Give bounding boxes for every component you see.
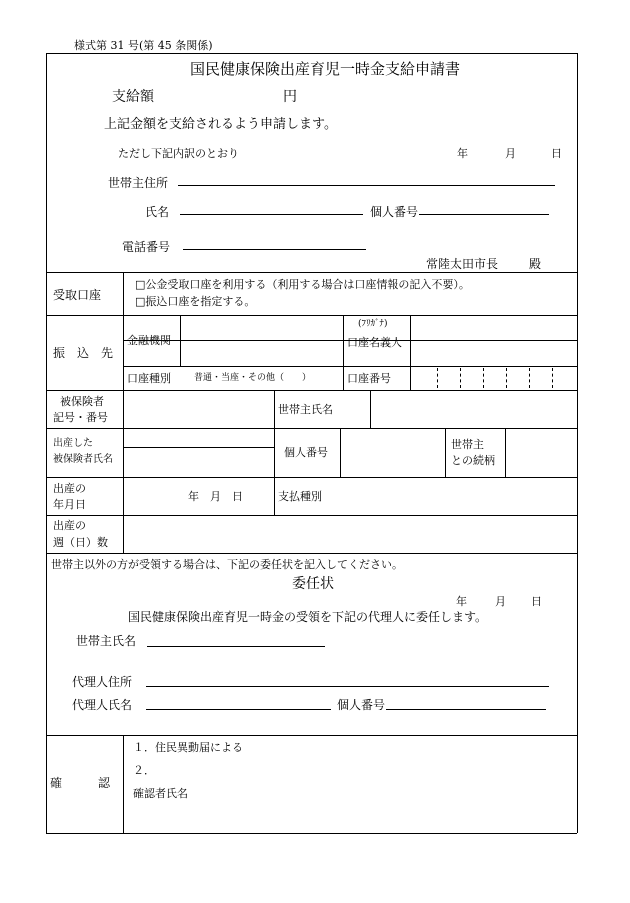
name-label: 氏名 — [145, 205, 170, 219]
agent-name-label: 代理人氏名 — [72, 698, 133, 712]
breakdown-text: ただし下記内訳のとおり — [118, 147, 239, 160]
weeks-label-line1: 出産の — [53, 519, 86, 532]
agent-name-field[interactable] — [146, 709, 331, 710]
agent-address-label: 代理人住所 — [72, 675, 133, 689]
birth-name-label-line2: 被保険者氏名 — [53, 454, 113, 465]
personal-number-field[interactable] — [419, 214, 549, 215]
transfer-label: 振 込 先 — [53, 346, 114, 360]
birth-name-label-line1: 出産した — [53, 438, 93, 449]
delegation-title: 委任状 — [292, 576, 334, 592]
date-day: 日 — [551, 147, 562, 160]
account-label: 受取口座 — [53, 288, 102, 302]
birth-date-label-line2: 年月日 — [53, 498, 86, 511]
account-option-public[interactable]: □公金受取口座を利用する（利用する場合は口座情報の記入不要）。 — [135, 278, 470, 291]
head-address-field[interactable] — [178, 185, 555, 186]
agent-personal-number-field[interactable] — [386, 709, 546, 710]
relation-label-line1: 世帯主 — [451, 438, 484, 451]
payment-type-label: 支払種別 — [278, 490, 322, 503]
form-number: 様式第 31 号(第 45 条関係) — [74, 39, 213, 52]
delegation-date-day: 日 — [531, 595, 542, 608]
date-year: 年 — [457, 147, 468, 160]
request-text: 上記金額を支給されるよう申請します。 — [104, 117, 337, 132]
account-type-options[interactable]: 普通・当座・その他（ ） — [194, 373, 312, 383]
account-option-transfer[interactable]: □振込口座を指定する。 — [135, 295, 256, 308]
confirm-item-2: ２． — [133, 764, 155, 777]
account-type-label: 口座種別 — [127, 372, 171, 385]
amount-unit: 円 — [283, 89, 297, 105]
personal-number-label: 個人番号 — [370, 205, 419, 219]
insured-label-line1: 被保険者 — [60, 395, 104, 408]
account-number-label: 口座番号 — [347, 372, 391, 385]
name-field[interactable] — [180, 214, 363, 215]
amount-label: 支給額 — [112, 89, 154, 105]
confirm-item-1: １．住民異動届による — [133, 741, 243, 754]
head-address-label: 世帯主住所 — [108, 176, 169, 190]
account-holder-label: 口座名義人 — [347, 336, 402, 349]
delegation-head-name-label: 世帯主氏名 — [76, 634, 137, 648]
bank-label: 金融機関 — [127, 334, 171, 347]
delegation-date-year: 年 — [456, 595, 467, 608]
agent-address-field[interactable] — [146, 686, 549, 687]
agent-personal-number-label: 個人番号 — [337, 698, 386, 712]
phone-label: 電話番号 — [122, 240, 171, 254]
phone-field[interactable] — [183, 249, 366, 250]
furigana-label: (ﾌﾘｶﾞﾅ) — [358, 319, 388, 329]
delegation-head-name-field[interactable] — [147, 646, 325, 647]
insured-head-name-label: 世帯主氏名 — [278, 403, 333, 416]
form-title: 国民健康保険出産育児一時金支給申請書 — [190, 60, 461, 78]
delegation-note: 世帯主以外の方が受領する場合は、下記の委任状を記入してください。 — [51, 558, 403, 571]
confirmer-name-label: 確認者氏名 — [133, 787, 188, 800]
relation-label-line2: との続柄 — [451, 454, 495, 467]
delegation-date-month: 月 — [495, 595, 506, 608]
delegation-text: 国民健康保険出産育児一時金の受領を下記の代理人に委任します。 — [128, 610, 488, 624]
confirm-label: 確 認 — [50, 776, 111, 790]
addressee-suffix: 殿 — [529, 257, 542, 271]
birth-personal-number-label: 個人番号 — [284, 446, 328, 459]
addressee: 常陸太田市長 — [426, 257, 499, 271]
birth-date-label-line1: 出産の — [53, 482, 86, 495]
weeks-label-line2: 週（日）数 — [53, 536, 108, 549]
date-month: 月 — [505, 147, 516, 160]
insured-label-line2: 記号・番号 — [53, 411, 108, 424]
birth-date-value[interactable]: 年 月 日 — [188, 490, 243, 503]
